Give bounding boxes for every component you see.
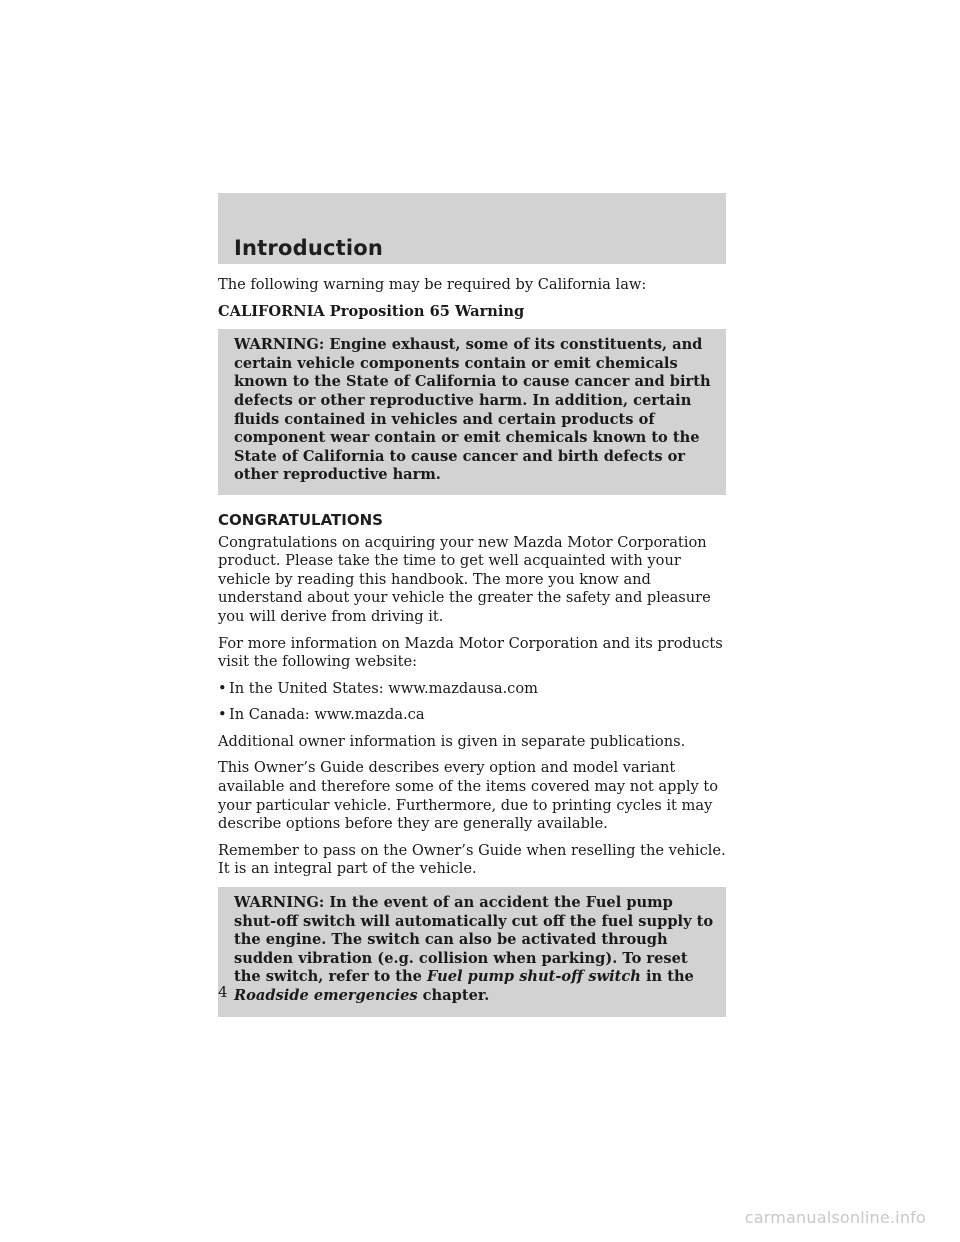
law-note: The following warning may be required by California law: (218, 276, 647, 293)
fuel-pump-switch-reference: Fuel pump shut-off switch (427, 968, 641, 986)
website-canada: In Canada: www.mazda.ca (229, 706, 425, 724)
roadside-emergencies-reference: Roadside emergencies (234, 987, 418, 1004)
prop65-heading: CALIFORNIA Proposition 65 Warning (218, 302, 525, 320)
prop65-warning-box (218, 329, 726, 495)
section-title: Introduction (234, 236, 384, 260)
page-number: 4 (218, 983, 228, 1001)
resell-reminder-paragraph: Remember to pass on the Owner’s Guide when reselling the vehicle. It is an integral part of the vehicle. (218, 841, 726, 878)
fuel-pump-warning-box (218, 887, 726, 1017)
bullet-icon: • (218, 679, 227, 697)
additional-info-paragraph: Additional owner information is given in separate publications. (218, 732, 686, 750)
congratulations-paragraph: Congratulations on acquiring your new Mazda Motor Corporation product. Please take the time to get well acquainted with your vehicle by reading this handbook. The more you know and understand about your vehicle the greater the safety and pleasure you will derive from driving it. (218, 533, 711, 625)
fuel-warning-text-end: chapter. (417, 987, 490, 1004)
fuel-warning-text-middle: in the (640, 968, 694, 986)
section-header-band (218, 193, 726, 264)
prop65-warning-text: WARNING: Engine exhaust, some of its constituents, and certain vehicle components contain or emit chemicals known to the State of California to cause cancer and birth defects or other reproductive harm. In addition, certain fluids contained in vehicles and certain products of component wear contain or emit chemicals known to the State of California to cause cancer and birth defects or other reproductive harm. (234, 336, 711, 484)
watermark: carmanualsonline.info (744, 1208, 926, 1227)
guide-description-paragraph: This Owner’s Guide describes every option and model variant available and therefore some of the items covered may not apply to your particular vehicle. Furthermore, due to printing cycles it may describe options before they are generally available. (218, 759, 719, 833)
congratulations-heading: CONGRATULATIONS (218, 510, 383, 529)
list-item (218, 680, 726, 699)
page-content (218, 276, 726, 1017)
website-us: In the United States: www.mazdausa.com (229, 679, 538, 697)
fuel-warning-text: WARNING: In the event of an accident the Fuel pump shut-off switch will automatically cut off the fuel supply to the engine. The switch can also be activated through sudden vibration (e.g. collision when parking). To reset the switch, refer to the (234, 894, 714, 986)
list-item (218, 706, 726, 725)
bullet-icon: • (218, 706, 227, 724)
more-info-paragraph: For more information on Mazda Motor Corporation and its products visit the following website: (218, 634, 723, 671)
